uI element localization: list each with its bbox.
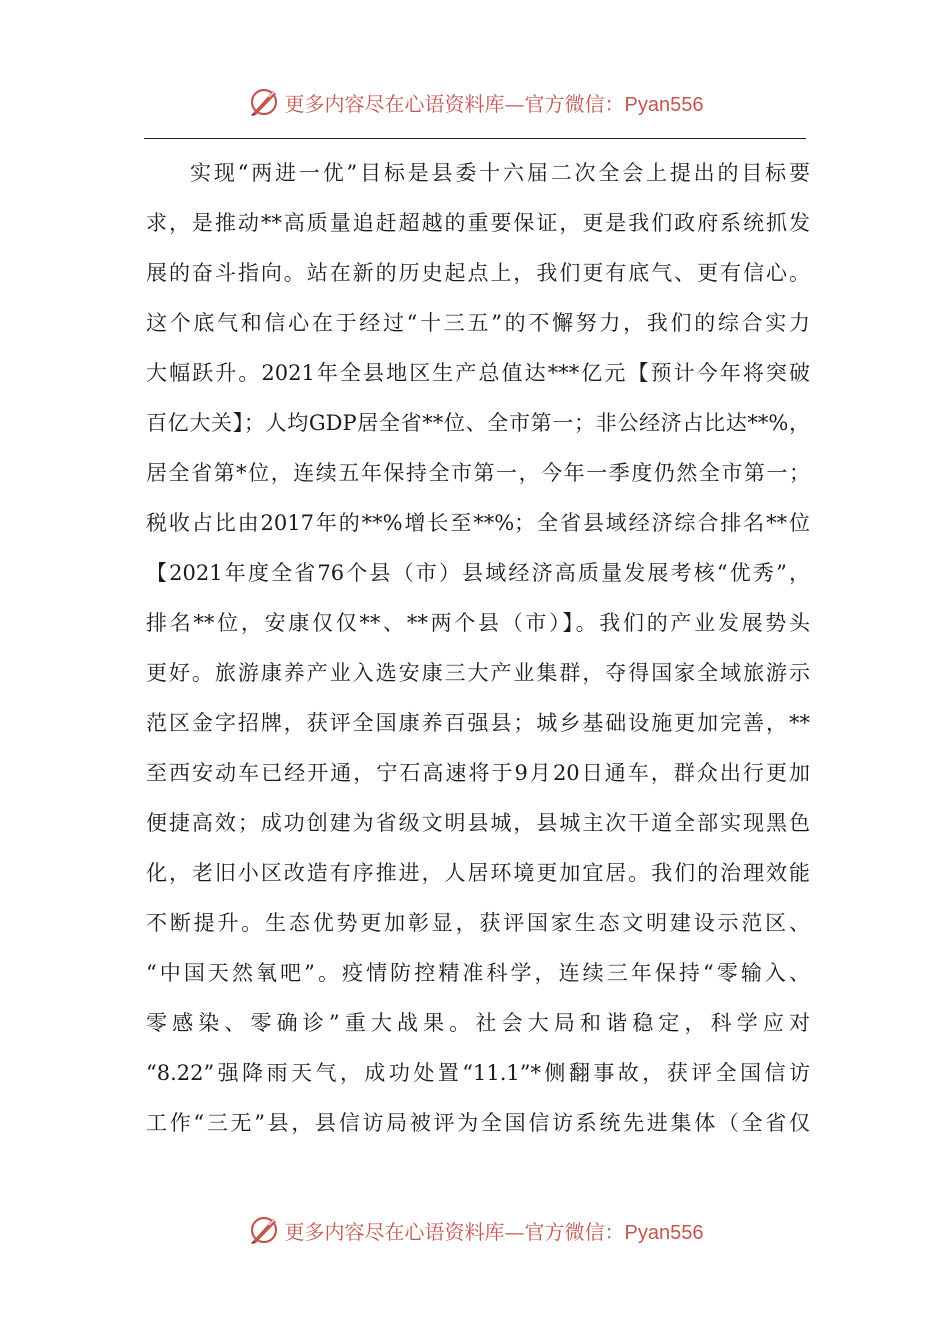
quill-pen-logo-icon [247, 85, 281, 119]
body-line: 【2021年度全省76个县（市）县域经济高质量发展考核“优秀”， [146, 561, 810, 585]
body-line: 居全省第*位，连续五年保持全市第一，今年一季度仍然全市第一； [146, 461, 810, 485]
body-line: 税收占比由2017年的**%增长至**%；全省县域经济综合排名**位 [146, 511, 810, 535]
header-wechat-label: 官方微信： [524, 91, 625, 116]
body-line: 范区金字招牌，获评全国康养百强县；城乡基础设施更加完善，** [146, 711, 810, 735]
header-banner [0, 80, 950, 124]
body-line: “中国天然氧吧”。疫情防控精准科学，连续三年保持“零输入、 [146, 961, 810, 985]
body-line: 大幅跃升。2021年全县地区生产总值达***亿元【预计今年将突破 [146, 361, 810, 385]
body-line: 展的奋斗指向。站在新的历史起点上，我们更有底气、更有信心。 [146, 261, 810, 285]
footer-wechat-id: Pyan556 [624, 1221, 704, 1244]
footer-separator: — [504, 1219, 525, 1244]
document-body [146, 148, 810, 1148]
body-line: 求，是推动**高质量追赶超越的重要保证，更是我们政府系统抓发 [146, 211, 810, 235]
body-line: 便捷高效；成功创建为省级文明县城，县城主次干道全部实现黑色 [146, 811, 810, 835]
body-line: 百亿大关】；人均GDP居全省**位、全市第一；非公经济占比达**%， [146, 411, 810, 435]
header-separator: — [504, 91, 525, 116]
body-line: 化，老旧小区改造有序推进，人居环境更加宜居。我们的治理效能 [146, 861, 810, 885]
footer-banner [0, 1208, 950, 1252]
body-line: 更好。旅游康养产业入选安康三大产业集群，夺得国家全域旅游示 [146, 661, 810, 685]
footer-wechat-label: 官方微信： [524, 1219, 625, 1244]
body-line: 这个底气和信心在于经过“十三五”的不懈努力，我们的综合实力 [146, 311, 810, 335]
footer-text [285, 1216, 704, 1245]
header-text [285, 88, 704, 117]
body-line: “8.22”强降雨天气，成功处置“11.1”*侧翻事故，获评全国信访 [146, 1061, 810, 1085]
body-line: 工作“三无”县，县信访局被评为全国信访系统先进集体（全省仅 [146, 1111, 810, 1135]
quill-pen-logo-icon [247, 1213, 281, 1247]
body-line: 零感染、零确诊”重大战果。社会大局和谐稳定，科学应对 [146, 1011, 810, 1035]
header-divider [144, 138, 806, 139]
body-line: 至西安动车已经开通，宁石高速将于9月20日通车，群众出行更加 [146, 761, 810, 785]
header-brand-text: 更多内容尽在心语资料库 [284, 91, 505, 116]
body-line: 不断提升。生态优势更加彰显，获评国家生态文明建设示范区、 [146, 911, 810, 935]
footer-brand-text: 更多内容尽在心语资料库 [284, 1219, 505, 1244]
header-wechat-id: Pyan556 [624, 93, 704, 116]
body-line: 实现“两进一优”目标是县委十六届二次全会上提出的目标要 [190, 161, 810, 185]
body-line: 排名**位，安康仅仅**、**两个县（市）】。我们的产业发展势头 [146, 611, 810, 635]
